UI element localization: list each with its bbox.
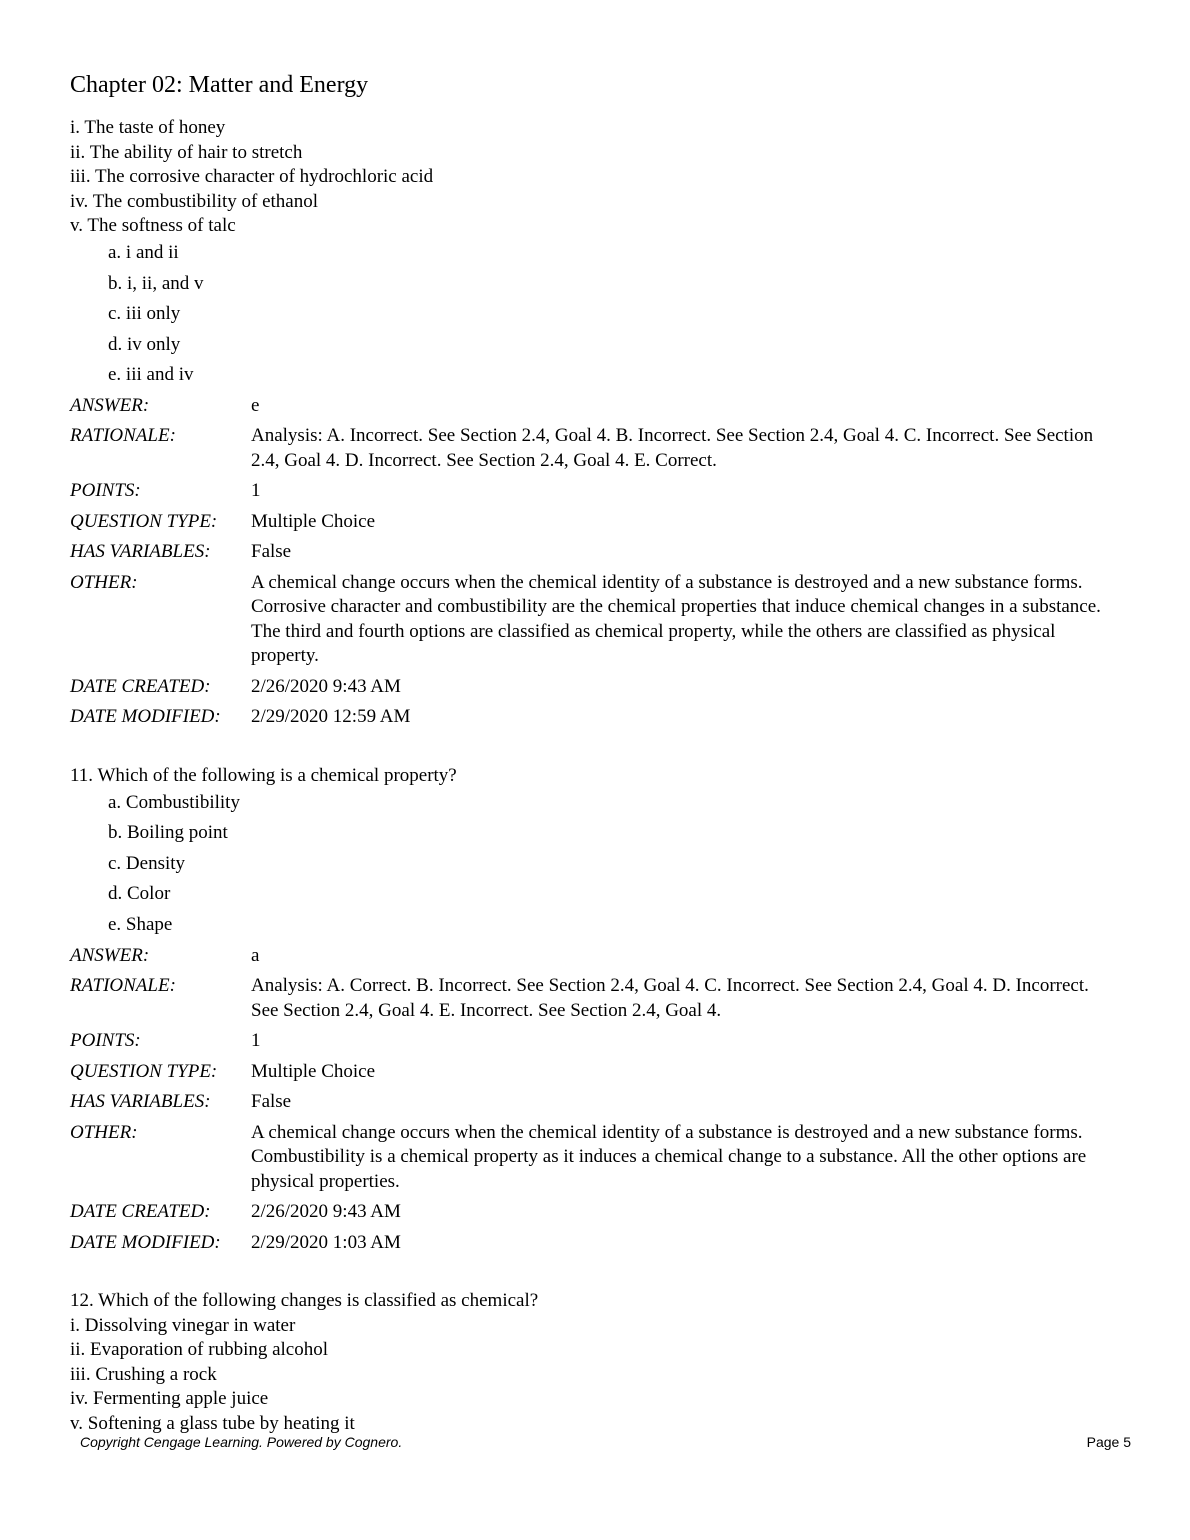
answer-option: c. iii only <box>108 303 181 325</box>
page-title: Chapter 02: Matter and Energy <box>70 72 369 98</box>
meta-label: DATE MODIFIED: <box>70 1231 221 1253</box>
meta-value: 1 <box>251 480 261 502</box>
stem-line: ii. The ability of hair to stretch <box>70 141 303 163</box>
stem-line: iv. The combustibility of ethanol <box>70 190 319 212</box>
page-number: Page 5 <box>1086 1434 1131 1450</box>
answer-options <box>108 241 1120 387</box>
stem-line: iii. The corrosive character of hydrochloric acid <box>70 166 434 188</box>
meta-label: HAS VARIABLES: <box>70 541 211 563</box>
answer-option: e. Shape <box>108 913 173 935</box>
question-12 <box>70 1289 1120 1437</box>
question-11 <box>70 764 1120 1261</box>
stem-line: ii. Evaporation of rubbing alcohol <box>70 1339 329 1361</box>
meta-label: OTHER: <box>70 571 138 593</box>
meta-label: POINTS: <box>70 480 141 502</box>
meta-value: Analysis: A. Incorrect. See Section 2.4, Goal 4. B. Incorrect. See Section 2.4, Goal 4. C. Incorrect. See Section 2.4, Goal 4. D. Incorrect. See Section 2.4, Goal 4. E. Correct. <box>251 425 1094 471</box>
meta-label: RATIONALE: <box>70 425 176 447</box>
meta-value: Analysis: A. Correct. B. Incorrect. See Section 2.4, Goal 4. C. Incorrect. See Section 2.4, Goal 4. D. Incorrect. See Section 2.4, Goal 4. E. Incorrect. See Section 2.4, Goal 4. <box>251 975 1089 1021</box>
answer-option: a. i and ii <box>108 241 179 263</box>
meta-label: DATE MODIFIED: <box>70 706 221 728</box>
meta-value: Multiple Choice <box>251 510 376 532</box>
answer-option: c. Density <box>108 852 186 874</box>
stem-line: iv. Fermenting apple juice <box>70 1388 269 1410</box>
meta-label: DATE CREATED: <box>70 675 211 697</box>
meta-label: QUESTION TYPE: <box>70 510 218 532</box>
meta-value: 2/29/2020 1:03 AM <box>251 1231 401 1253</box>
meta-value: A chemical change occurs when the chemical identity of a substance is destroyed and a new substance forms. Combustibility is a chemical property as it induces a chemical change to a substance. All the other options are physical properties. <box>251 1121 1087 1192</box>
meta-label: OTHER: <box>70 1121 138 1143</box>
meta-label: QUESTION TYPE: <box>70 1060 218 1082</box>
stem-line: i. Dissolving vinegar in water <box>70 1314 296 1336</box>
stem-line: i. The taste of honey <box>70 117 226 138</box>
page-footer <box>80 1434 1131 1450</box>
meta-label: ANSWER: <box>70 394 150 416</box>
question-metadata <box>70 944 1120 1262</box>
meta-value: 2/29/2020 12:59 AM <box>251 706 411 728</box>
meta-label: DATE CREATED: <box>70 1201 211 1222</box>
stem-line: v. Softening a glass tube by heating it <box>70 1412 355 1434</box>
meta-label: POINTS: <box>70 1030 141 1051</box>
meta-value: 2/26/2020 9:43 AM <box>251 1201 401 1222</box>
answer-options <box>108 791 1120 937</box>
answer-option: b. Boiling point <box>108 822 228 844</box>
stem-line: iii. Crushing a rock <box>70 1363 217 1385</box>
answer-option: a. Combustibility <box>108 791 240 813</box>
meta-value: 2/26/2020 9:43 AM <box>251 675 401 697</box>
meta-label: RATIONALE: <box>70 975 176 996</box>
answer-option: b. i, ii, and v <box>108 272 204 294</box>
answer-option: d. iv only <box>108 333 181 355</box>
meta-value: False <box>251 541 292 563</box>
meta-value: 1 <box>251 1030 261 1051</box>
meta-value: False <box>251 1091 292 1112</box>
question-stem: 11. Which of the following is a chemical property? <box>70 764 457 786</box>
meta-label: HAS VARIABLES: <box>70 1091 211 1112</box>
meta-value: e <box>251 394 260 416</box>
meta-value: Multiple Choice <box>251 1060 376 1082</box>
stem-line: v. The softness of talc <box>70 215 236 237</box>
meta-value: a <box>251 944 260 966</box>
question-metadata <box>70 394 1120 736</box>
document-page <box>70 70 1120 1437</box>
answer-option: d. Color <box>108 883 171 905</box>
meta-value: A chemical change occurs when the chemical identity of a substance is destroyed and a new substance forms. Corrosive character and combustibility are the chemical properties that induce chemical changes in a substance. The third and fourth options are classified as chemical property, while the others are classified as physical property. <box>251 571 1101 667</box>
meta-label: ANSWER: <box>70 944 150 966</box>
question-10 <box>70 116 1120 736</box>
copyright-notice: Copyright Cengage Learning. Powered by Cognero. <box>80 1434 403 1450</box>
question-stem: 12. Which of the following changes is classified as chemical? <box>70 1290 539 1311</box>
answer-option: e. iii and iv <box>108 364 194 386</box>
